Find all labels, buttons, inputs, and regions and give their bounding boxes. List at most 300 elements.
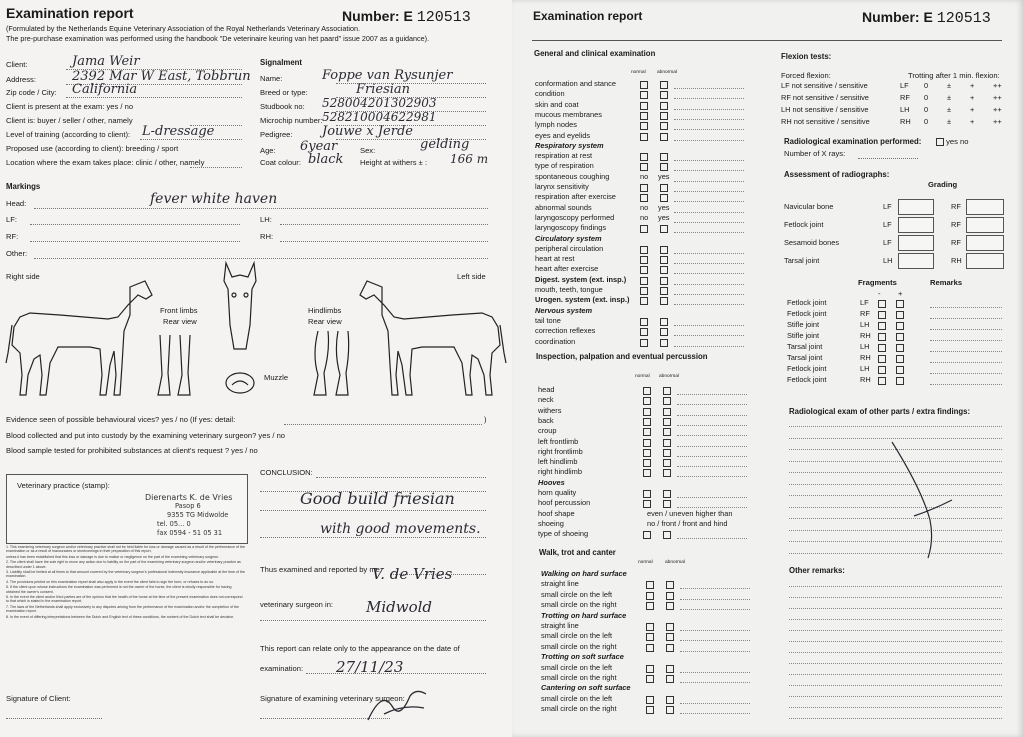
normal-checkbox[interactable]	[646, 696, 654, 704]
remarks-line	[789, 685, 1002, 686]
normal-checkbox[interactable]	[646, 592, 654, 600]
intro-line-1: (Formulated by the Netherlands Equine Veterinary Association of the Royal Netherlands Veterinary Association.	[6, 24, 360, 33]
flexion-grade-option[interactable]: +	[970, 81, 975, 90]
grade-box-b[interactable]	[966, 253, 1004, 269]
normal-checkbox[interactable]	[643, 428, 651, 436]
remarks-line	[789, 652, 1002, 653]
normal-checkbox[interactable]	[640, 153, 648, 161]
abnormal-checkbox[interactable]	[660, 194, 668, 202]
client-field-label: Client is: buyer / seller / other, namely	[6, 116, 133, 125]
fragment-leg: RH	[860, 375, 871, 384]
head-line	[34, 208, 488, 209]
fragment-plus-checkbox[interactable]	[896, 355, 904, 363]
remark-line	[677, 394, 747, 395]
remark-line	[680, 682, 750, 683]
normal-checkbox[interactable]	[643, 397, 651, 405]
client-field-label: Proposed use (according to client): breeding / sport	[6, 144, 179, 153]
no-option[interactable]: no	[640, 202, 649, 212]
normal-checkbox[interactable]	[640, 328, 648, 336]
grade-box-a[interactable]	[898, 235, 934, 251]
fragment-row-label: Stifle joint	[787, 331, 820, 340]
flexion-row-label: LH not sensitive / sensitive	[781, 105, 869, 114]
flexion-grade-option[interactable]: ++	[993, 105, 1002, 114]
vices-question: Evidence seen of possible behavioural vices? yes / no (If yes: detail:	[6, 415, 236, 424]
normal-checkbox[interactable]	[640, 318, 648, 326]
height-value: 166 m	[450, 152, 489, 166]
fragment-plus-checkbox[interactable]	[896, 300, 904, 308]
fragment-leg: RH	[860, 331, 871, 340]
signalment-field-value: Jouwe x Jerde	[322, 124, 413, 139]
exam-row-label: hoof percussion	[538, 498, 591, 508]
flexion-grade-option[interactable]: +	[970, 93, 975, 102]
normal-checkbox[interactable]	[640, 246, 648, 254]
normal-checkbox[interactable]	[640, 133, 648, 141]
signalment-field-label: Studbook no:	[260, 102, 305, 111]
remark-line	[674, 325, 744, 326]
fragment-minus-checkbox[interactable]	[878, 344, 886, 352]
abnormal-checkbox[interactable]	[663, 490, 671, 498]
vet-label: veterinary surgeon in:	[260, 600, 334, 609]
abnormal-checkbox[interactable]	[663, 418, 671, 426]
normal-checkbox[interactable]	[643, 490, 651, 498]
radiograph-row-label: Fetlock joint	[784, 220, 824, 229]
fineprint-paragraph: 3. Liability shall be limited at all times to that amount covered by the veterinary surgeon's professional indemnity insurance applicable at the time of the examination.	[6, 570, 246, 579]
normal-checkbox[interactable]	[640, 122, 648, 130]
abnormal-checkbox[interactable]	[666, 623, 674, 631]
signalment-title: Signalment	[260, 58, 303, 67]
radiograph-leg-b: RH	[951, 256, 962, 265]
examined-label: Thus examined and reported by me:	[260, 565, 382, 574]
normal-checkbox[interactable]	[640, 225, 648, 233]
left-side-label: Left side	[457, 272, 486, 281]
flexion-grade-option[interactable]: ±	[947, 117, 952, 126]
grade-box-a[interactable]	[898, 199, 934, 215]
relate-label: This report can relate only to the appearance on the date of	[260, 644, 460, 653]
num-xrays-line	[858, 158, 918, 159]
remark-line	[677, 425, 747, 426]
exam-row-label: Respiratory system	[535, 140, 604, 150]
abnormal-checkbox[interactable]	[660, 122, 668, 130]
client-field-value: 2392 Mar W East, Tobbrun	[72, 69, 251, 84]
signalment-field-label: Name:	[260, 74, 283, 83]
client-signature-line	[6, 718, 102, 719]
fragment-leg: RF	[860, 309, 870, 318]
rh-label: RH:	[260, 232, 274, 241]
flexion-grade-option[interactable]: ±	[947, 105, 952, 114]
abnormal-checkbox[interactable]	[663, 459, 671, 467]
fragment-minus-checkbox[interactable]	[878, 311, 886, 319]
normal-checkbox[interactable]	[640, 112, 648, 120]
remark-line	[680, 672, 750, 673]
exam-row-label: type of respiration	[535, 161, 594, 171]
hind-limbs-rear-view	[314, 331, 349, 395]
flexion-leg: RF	[900, 93, 910, 102]
normal-checkbox[interactable]	[640, 81, 648, 89]
abnormal-checkbox[interactable]	[660, 266, 668, 274]
rear-view-label-2: Rear view	[308, 317, 342, 326]
remark-line	[680, 630, 750, 631]
radiograph-leg-b: RF	[951, 220, 961, 229]
extra-findings-line	[789, 426, 1002, 427]
fragment-plus-checkbox[interactable]	[896, 344, 904, 352]
radiograph-leg-a: LH	[883, 256, 893, 265]
no-option[interactable]: no	[640, 171, 649, 181]
normal-checkbox[interactable]	[640, 184, 648, 192]
abnormal-checkbox[interactable]	[660, 112, 668, 120]
abnormal-checkbox[interactable]	[660, 153, 668, 161]
exam-row-label: laryngoscopy findings	[535, 223, 607, 233]
fragment-plus-checkbox[interactable]	[896, 311, 904, 319]
front-limbs-label: Front limbs	[160, 306, 198, 315]
muzzle-label: Muzzle	[264, 373, 289, 382]
col-normal-3: normal	[638, 560, 653, 565]
remarks-line	[789, 586, 1002, 587]
exam-row-label: Cantering on soft surface	[541, 683, 631, 693]
abnormal-checkbox[interactable]	[660, 287, 668, 295]
horse-right-side	[6, 281, 152, 395]
terms-fineprint	[6, 545, 246, 620]
normal-checkbox[interactable]	[646, 644, 654, 652]
abnormal-checkbox[interactable]	[663, 408, 671, 416]
remarks-line	[789, 663, 1002, 664]
grade-box-b[interactable]	[966, 217, 1004, 233]
flexion-grade-option[interactable]: ++	[993, 93, 1002, 102]
client-field-line	[66, 97, 242, 98]
conclusion-line-0	[316, 477, 486, 478]
abnormal-checkbox[interactable]	[663, 500, 671, 508]
normal-checkbox[interactable]	[646, 675, 654, 683]
lf-label: LF:	[6, 215, 17, 224]
exam-row-label: Hooves	[538, 477, 565, 487]
normal-checkbox[interactable]	[646, 633, 654, 641]
exam-row-label: laryngoscopy performed	[535, 212, 615, 222]
remark-line	[674, 212, 744, 213]
exam-row-label: small circle on the right	[541, 704, 617, 714]
abnormal-checkbox[interactable]	[660, 102, 668, 110]
normal-checkbox[interactable]	[643, 459, 651, 467]
other-remarks-label: Other remarks:	[789, 566, 845, 575]
fragment-plus-checkbox[interactable]	[896, 366, 904, 374]
exam-row-label: skin and coat	[535, 99, 579, 109]
intro-line-2: The pre-purchase examination was performed using the handbook "De veterinaire keuring van het paard" issue 2007 as a guidance).	[6, 34, 430, 43]
stamp-box	[6, 474, 248, 544]
flexion-title: Flexion tests:	[781, 52, 832, 61]
normal-checkbox[interactable]	[646, 665, 654, 673]
normal-checkbox[interactable]	[640, 91, 648, 99]
remark-line	[677, 497, 747, 498]
normal-checkbox[interactable]	[643, 449, 651, 457]
normal-checkbox[interactable]	[646, 623, 654, 631]
fragment-remark-line	[930, 318, 1002, 319]
grade-box-b[interactable]	[966, 199, 1004, 215]
exam-row-label: Nervous system	[535, 305, 593, 315]
remark-line	[674, 335, 744, 336]
fragment-plus-checkbox[interactable]	[896, 333, 904, 341]
blood-tested-question: Blood sample tested for prohibited substances at client's request ? yes / no	[6, 446, 258, 455]
num-xrays-label: Number of X rays:	[784, 149, 846, 158]
abnormal-checkbox[interactable]	[660, 256, 668, 264]
normal-checkbox[interactable]	[646, 602, 654, 610]
remark-line	[674, 273, 744, 274]
exam-row-label: straight line	[541, 579, 579, 589]
radiograph-leg-b: RF	[951, 202, 961, 211]
fragment-remark-line	[930, 384, 1002, 385]
normal-checkbox[interactable]	[640, 287, 648, 295]
remark-line	[674, 294, 744, 295]
abnormal-checkbox[interactable]	[666, 675, 674, 683]
signalment-field-value: 528210004622981	[322, 110, 437, 124]
abnormal-checkbox[interactable]	[660, 246, 668, 254]
fragment-plus-checkbox[interactable]	[896, 322, 904, 330]
fragment-remark-line	[930, 307, 1002, 308]
remark-line	[674, 160, 744, 161]
fineprint-paragraph: 7. The laws of the Netherlands shall apply exclusively to any disputes arising from the performance of the examination and/or the completion of the examination report.	[6, 604, 240, 614]
exam-row-label: conformation and stance	[535, 79, 616, 88]
fragment-minus-checkbox[interactable]	[878, 322, 886, 330]
lf-line	[30, 224, 240, 225]
abnormal-checkbox[interactable]	[663, 428, 671, 436]
exam-row-label: small circle on the left	[541, 631, 613, 641]
client-field-label: Client is present at the exam: yes / no	[6, 102, 134, 111]
abnormal-checkbox[interactable]	[660, 133, 668, 141]
abnormal-checkbox[interactable]	[666, 592, 674, 600]
abnormal-checkbox[interactable]	[660, 184, 668, 192]
fragment-remark-line	[930, 373, 1002, 374]
rh-line	[280, 241, 488, 242]
flexion-grade-option[interactable]: +	[970, 105, 975, 114]
abnormal-checkbox[interactable]	[660, 297, 668, 305]
exam-row-label: correction reflexes	[535, 326, 596, 336]
yes-option[interactable]: yes	[658, 171, 670, 181]
exam-row-label: small circle on the right	[541, 673, 617, 682]
client-field-label: Client:	[6, 60, 28, 69]
fineprint-paragraph: 1. This examining veterinary surgeon and/or veterinary practice shall not be held liable for loss or damage caused as a result of the performance of the examination or as a result of inaccuracies or shortcomings in their preparation of this report,	[6, 545, 246, 554]
exam-row-label: Urogen. system (ext. insp.)	[535, 295, 630, 305]
abnormal-checkbox[interactable]	[666, 665, 674, 673]
radiological-performed-label: Radiological examination performed:	[784, 137, 922, 146]
exam-row-label: back	[538, 415, 554, 425]
exam-row-label: horn quality	[538, 488, 577, 497]
fragment-minus-checkbox[interactable]	[878, 377, 886, 385]
normal-checkbox[interactable]	[640, 194, 648, 202]
normal-checkbox[interactable]	[646, 581, 654, 589]
flexion-grade-option[interactable]: 0	[924, 93, 929, 102]
normal-checkbox[interactable]	[646, 706, 654, 714]
flexion-grade-option[interactable]: ±	[947, 93, 952, 102]
flexion-grade-option[interactable]: 0	[924, 81, 929, 90]
client-field-value: Jama Weir	[72, 54, 140, 69]
exam-date-label: examination:	[260, 664, 304, 673]
remark-line	[674, 109, 744, 110]
remark-line	[674, 284, 744, 285]
normal-checkbox[interactable]	[640, 102, 648, 110]
yes-option[interactable]: yes	[658, 212, 670, 222]
normal-checkbox[interactable]	[640, 163, 648, 171]
abnormal-checkbox[interactable]	[666, 696, 674, 704]
exam-row-label: respiration after exercise	[535, 192, 616, 202]
remark-line	[677, 538, 747, 539]
grade-box-a[interactable]	[898, 253, 934, 269]
remarks-line	[789, 718, 1002, 719]
abnormal-checkbox[interactable]	[663, 397, 671, 405]
abnormal-checkbox[interactable]	[663, 531, 671, 539]
radiological-yes-checkbox[interactable]	[936, 138, 944, 146]
abnormal-checkbox[interactable]	[660, 318, 668, 326]
grade-box-b[interactable]	[966, 235, 1004, 251]
fragments-label: Fragments	[858, 278, 897, 287]
lh-label: LH:	[260, 215, 272, 224]
normal-checkbox[interactable]	[643, 439, 651, 447]
remarks-line	[789, 597, 1002, 598]
front-limbs-rear-view	[158, 335, 190, 395]
exam-row-label: larynx sensitivity	[535, 182, 589, 191]
abnormal-checkbox[interactable]	[660, 163, 668, 171]
page-title-left: Examination report	[6, 5, 134, 21]
horse-diagrams	[0, 255, 512, 415]
exam-row-label: mucous membranes	[535, 109, 602, 119]
client-field-value: L-dressage	[142, 124, 215, 139]
normal-checkbox[interactable]	[643, 500, 651, 508]
signalment-field-value: Foppe van Rysunjer	[322, 68, 453, 83]
abnormal-checkbox[interactable]	[663, 449, 671, 457]
stamp-line: 9355 TG Midwolde	[167, 511, 229, 519]
normal-checkbox[interactable]	[640, 277, 648, 285]
normal-checkbox[interactable]	[643, 408, 651, 416]
abnormal-checkbox[interactable]	[660, 225, 668, 233]
conclusion-line-3	[260, 537, 486, 538]
abnormal-checkbox[interactable]	[666, 581, 674, 589]
abnormal-checkbox[interactable]	[660, 81, 668, 89]
client-signature-label: Signature of Client:	[6, 694, 71, 703]
exam-row-label: left frontlimb	[538, 436, 579, 446]
fragment-minus-checkbox[interactable]	[878, 366, 886, 374]
abnormal-checkbox[interactable]	[666, 644, 674, 652]
vices-detail-line	[284, 424, 482, 425]
vices-question-end: )	[484, 415, 487, 424]
normal-checkbox[interactable]	[640, 297, 648, 305]
radiograph-leg-b: RF	[951, 238, 961, 247]
remarks-line	[789, 641, 1002, 642]
fragment-remark-line	[930, 340, 1002, 341]
vet-value: Midwold	[366, 598, 433, 616]
remark-line	[680, 599, 750, 600]
stamp-line: Dierenarts K. de Vries	[145, 493, 233, 502]
vet-signature	[364, 686, 434, 726]
exam-row-label: heart after exercise	[535, 264, 599, 274]
normal-checkbox[interactable]	[643, 531, 651, 539]
fragment-minus-checkbox[interactable]	[878, 300, 886, 308]
radiograph-leg-a: LF	[883, 238, 892, 247]
client-field-label: Location where the exam takes place: clinic / other, namely	[6, 158, 205, 167]
fragment-plus-checkbox[interactable]	[896, 377, 904, 385]
exam-row-label: Trotting on hard surface	[541, 610, 627, 620]
exam-row-label: right frontlimb	[538, 446, 583, 456]
page-title-right: Examination report	[533, 9, 643, 23]
normal-checkbox[interactable]	[643, 387, 651, 395]
grade-box-a[interactable]	[898, 217, 934, 233]
fragment-remark-line	[930, 362, 1002, 363]
abnormal-checkbox[interactable]	[660, 91, 668, 99]
normal-checkbox[interactable]	[640, 339, 648, 347]
normal-checkbox[interactable]	[640, 256, 648, 264]
radiological-yes-no	[936, 137, 969, 146]
fragment-row-label: Tarsal joint	[787, 342, 823, 351]
coat-value: black	[308, 152, 344, 167]
flexion-grade-option[interactable]: +	[970, 117, 975, 126]
flexion-grade-option[interactable]: ++	[993, 117, 1002, 126]
remark-line	[680, 703, 750, 704]
normal-checkbox[interactable]	[643, 469, 651, 477]
option-text[interactable]: no / front / front and hind	[647, 518, 728, 528]
fineprint-paragraph: unless it has been established that this loss or damage is due to malice or negligence on the part of the examining veterinary surgeon.	[6, 554, 220, 559]
right-page	[512, 0, 1024, 737]
grading-label: Grading	[928, 180, 958, 189]
remark-line	[677, 466, 747, 467]
abnormal-checkbox[interactable]	[663, 387, 671, 395]
age-value: 6year	[300, 139, 338, 154]
normal-checkbox[interactable]	[643, 418, 651, 426]
radio-other-label: Radiological exam of other parts / extra findings:	[789, 407, 971, 416]
abnormal-checkbox[interactable]	[660, 339, 668, 347]
exam-row-label: small circle on the right	[541, 641, 617, 651]
flexion-grade-option[interactable]: ++	[993, 81, 1002, 90]
abnormal-checkbox[interactable]	[663, 439, 671, 447]
fragment-leg: LH	[860, 342, 870, 351]
option-text[interactable]: even / uneven higher than	[647, 508, 733, 518]
conclusion-line-2	[260, 510, 486, 511]
fineprint-paragraph: 6. In the event the client and/or third parties are of the opinion that the health of the horse at the time of the present examination does not correspond to that which is stated in the examination report,	[6, 595, 243, 604]
exam-row-label: shoeing	[538, 518, 564, 528]
horse-left-side	[360, 281, 506, 395]
exam-row-label: tail tone	[535, 315, 561, 325]
abnormal-checkbox[interactable]	[666, 602, 674, 610]
frag-plus: +	[898, 289, 903, 298]
no-option[interactable]: no	[640, 212, 649, 222]
exam-row-label: peripheral circulation	[535, 243, 604, 253]
fragment-minus-checkbox[interactable]	[878, 333, 886, 341]
remarks-line	[789, 707, 1002, 708]
remarks-label: Remarks	[930, 278, 963, 287]
col-abnormal-1: abnormal	[657, 70, 677, 75]
abnormal-checkbox[interactable]	[666, 706, 674, 714]
abnormal-checkbox[interactable]	[660, 328, 668, 336]
fragment-minus-checkbox[interactable]	[878, 355, 886, 363]
abnormal-checkbox[interactable]	[660, 277, 668, 285]
remark-line	[674, 129, 744, 130]
lh-line	[280, 224, 488, 225]
normal-checkbox[interactable]	[640, 266, 648, 274]
fineprint-paragraph: 5. If the client upon whose instructions the examination was performed is not the owner of the horse, the client is wholly responsible for having obtained the owner's consent.	[6, 585, 232, 594]
number-label: Number: E	[342, 8, 413, 24]
fragment-row-label: Fetlock joint	[787, 364, 827, 373]
exam-row-label: small circle on the left	[541, 589, 613, 599]
rf-label: RF:	[6, 232, 19, 241]
abnormal-checkbox[interactable]	[663, 469, 671, 477]
abnormal-checkbox[interactable]	[666, 633, 674, 641]
exam-row-label: abnormal sounds	[535, 202, 592, 212]
flexion-leg: LF	[900, 81, 909, 90]
exam-row-label: coordination	[535, 336, 576, 346]
flexion-grade-option[interactable]: 0	[924, 117, 929, 126]
yes-option[interactable]: yes	[658, 202, 670, 212]
flexion-grade-option[interactable]: 0	[924, 105, 929, 114]
flexion-grade-option[interactable]: ±	[947, 81, 952, 90]
extra-findings-line	[789, 438, 1002, 439]
fragment-leg: LH	[860, 364, 870, 373]
inspection-title: Inspection, palpation and eventual percussion	[536, 352, 708, 361]
remarks-line	[789, 619, 1002, 620]
remark-line	[674, 119, 744, 120]
